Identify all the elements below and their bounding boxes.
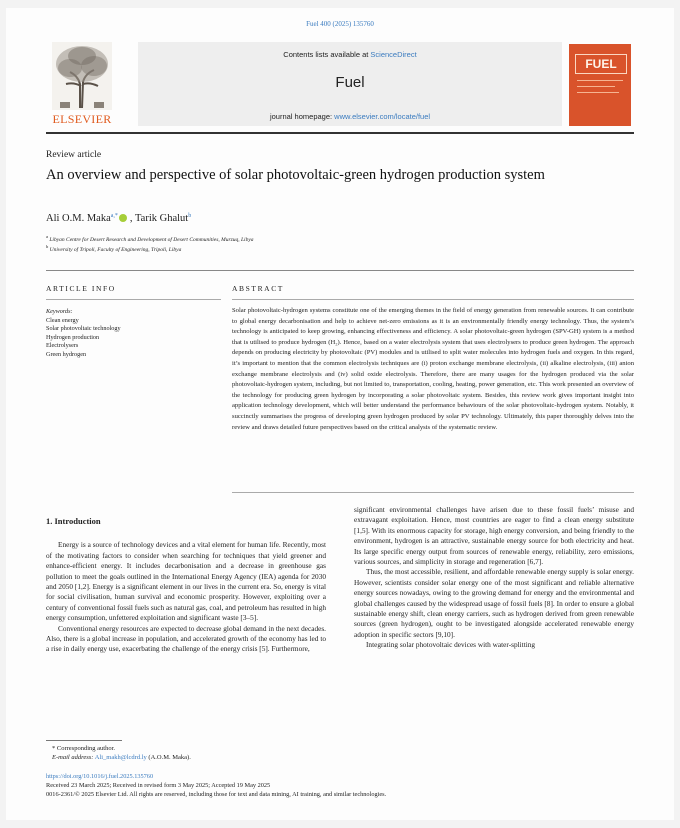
author-name[interactable]: Ali O.M. Maka (46, 213, 111, 224)
sciencedirect-link[interactable]: ScienceDirect (370, 50, 417, 59)
corresponding-label: Corresponding author. (56, 745, 116, 752)
elsevier-tree-icon (52, 42, 112, 110)
section-divider (46, 270, 634, 271)
affiliation-mark: b (46, 244, 49, 249)
paragraph: Thus, the most accessible, resilient, and affordable renewable energy supply is solar energy. However, scientists consider solar energy one of the most significant and reliable alternative energy sources nowadays, owing to the growing demand for energy and the environmental and global challenges caused by the widespread usage of fossil fuels [8]. In order to ensure a global sustainable energy shift, clean energy carriers, such as hydrogen derived from green renewable sources (green hydrogen), ought to be investigated alongside accelerated renewable energy adoption in specific sectors [9,10]. (354, 567, 634, 639)
article-info-divider (46, 299, 221, 300)
email-label: E-mail address: (52, 754, 94, 761)
article-type: Review article (46, 150, 102, 160)
affiliation (46, 234, 254, 243)
homepage-line (138, 112, 562, 121)
publisher-logo[interactable] (46, 42, 118, 128)
abstract-end-divider (232, 492, 634, 493)
history-dates: Received 23 March 2025; Received in revised form 3 May 2025; Accepted 19 May 2025 (46, 782, 271, 789)
keyword: Clean energy (46, 316, 79, 324)
corresponding-note (52, 744, 191, 753)
author-marks[interactable]: a,* (110, 213, 118, 219)
keywords-block (46, 308, 121, 359)
footnote-mark: * (52, 745, 56, 752)
journal-homepage-link[interactable]: www.elsevier.com/locate/fuel (334, 112, 431, 121)
paragraph: Integrating solar photovoltaic devices with water-splitting (366, 640, 536, 650)
footnote (52, 744, 191, 762)
right-column (354, 505, 634, 651)
affiliation (46, 244, 181, 253)
cover-title: FUEL (575, 54, 627, 74)
orcid-icon[interactable] (119, 214, 127, 222)
publisher-name: ELSEVIER (52, 112, 112, 126)
header-divider (46, 132, 634, 134)
paragraph: significant environmental challenges have arisen due to these fossil fuels’ misuse and extravagant exploitation. Hence, most countries are eager to find a clean energy substitute [1,5]. With its enormous capacity for storage, high energy conversion, and being friendly to the environment, hydrogen is an attractive, sustainable energy source for both electricity and heat. Its large specific energy output from sources of renewable energy, reliability, zero emissions, various sources, and simplicity in storage and regeneration [6,7]. (354, 505, 634, 567)
contents-prefix: Contents lists available at (283, 50, 371, 59)
homepage-prefix: journal homepage: (269, 112, 335, 121)
author-marks[interactable]: b (188, 213, 192, 219)
article-info-label: ARTICLE INFO (46, 284, 116, 293)
article-title: An overview and perspective of solar photovoltaic-green hydrogen production system (46, 167, 545, 183)
affiliation-text: Libyan Centre for Desert Research and Development of Desert Communities, Murzuq, Libya (49, 236, 254, 243)
keyword: Solar photovoltaic technology (46, 325, 121, 332)
cover-decoration (577, 80, 623, 81)
keywords-title: Keywords: (46, 308, 73, 315)
left-column (46, 516, 326, 655)
author-list: Ali O.M. Maka$^{a,*}$ , Tarik Ghalut$^b$ (46, 213, 192, 224)
section-heading: 1. Introduction (46, 516, 101, 526)
cover-decoration (577, 92, 619, 93)
journal-name: Fuel (335, 74, 365, 91)
keyword: Green hydrogen (46, 350, 87, 358)
footnote-divider (46, 740, 122, 741)
keyword: Hydrogen production (46, 333, 100, 341)
doi-link[interactable]: https://doi.org/10.1016/j.fuel.2025.135760 (46, 773, 154, 780)
cover-decoration (577, 86, 615, 87)
abstract-text: Solar photovoltaic-hydrogen systems constitute one of the emerging themes in the field of energy generation from renewable sources. It can contribute to global energy decarbonisation and help to achieve net-zero emissions as it is an environmentally friendly energy technology. Thus, the system’s technology is anticipated to keep growing, enhancing effectiveness and efficiency. A solar photovoltaic-green hydrogen (SPV-GH) system is a method that is utilised to produce hydrogen (H₂). Hence, based on a water electrolysis system that uses electrolysers to produce green hydrogen. The approach depends on producing electricity by photovoltaic (PV) modules and is utilised to split water molecules into hydrogen fuels and oxygen. In this regard, it’s important to mention that the common electrolysis techniques are (i) proton exchange membrane electrolysis, (ii) alkaline electrolysis, (iii) anion exchange membrane electrolysis and (iv) solid oxide electrolysis. Therefore, there are many usages for the hydrogen produced via the solar photovoltaic-hydrogen system, including, but not limited to, transportation, cooling, heating, power generation, etc. This work presented an overview of the technology for producing green hydrogen by incorporating a solar photovoltaic system. Besides, this review work gives important insight into application technology development, which will better understand the performance behaviours of the solar photovoltaic-hydrogen system. Notably, it succinctly summarises the progress of developing green hydrogen produced by solar PV technology. Ultimately, this paper thoroughly delves into the review and draws detailed future perspectives based on the critical analysis of the systematic review. (232, 307, 634, 431)
abstract-divider (232, 299, 634, 300)
journal-header (138, 42, 562, 126)
keyword: Electrolysers (46, 342, 79, 349)
email-suffix: (A.O.M. Maka). (148, 754, 191, 761)
paragraph: Conventional energy resources are expected to decrease global demand in the next decades. Also, there is a global increase in population, and accelerated growth of the economy has led to a rise in daily energy use, exacerbating the challenge of the energy crisis [5]. Furthermore, (46, 623, 326, 654)
author-name[interactable]: Tarik Ghalut (134, 213, 189, 224)
affiliation-text: University of Tripoli, Faculty of Engineering, Tripoli, Libya (49, 246, 182, 253)
email-note (52, 753, 191, 762)
journal-cover[interactable] (569, 44, 631, 126)
affiliation-mark: a (46, 234, 48, 239)
article-metadata (46, 772, 386, 799)
paragraph: Energy is a source of technology devices and a vital element for human life. Recently, most of the motivating factors to consider when searching for techniques that yield greener and enhance-efficient energy. It includes decarbonisation and a decrease in greenhouse gas pollution to meet the goals outlined in the International Energy Agency (IEA) agenda for 2030 and 2050 [1,2]. Energy is a significant element in our lives in the current era. So, energy is vital for social civilisation, human survival and economic prosperity. However, exploiting over a century of conventional fossil fuels such as natural gas, coal, and petroleum has resulted in high energy consumption, unfettered exploitation and significant waste [3–5]. (46, 540, 326, 623)
article-page (6, 8, 674, 820)
contents-line (138, 50, 562, 59)
abstract-label: ABSTRACT (232, 284, 284, 293)
copyright-line: 0016-2361/© 2025 Elsevier Ltd. All rights are reserved, including those for text and data mining, AI training, and similar technologies. (46, 791, 387, 798)
email-link[interactable]: Ali_makh@lcdrd.ly (94, 754, 147, 761)
journal-reference[interactable]: Fuel 400 (2025) 135760 (306, 20, 374, 28)
